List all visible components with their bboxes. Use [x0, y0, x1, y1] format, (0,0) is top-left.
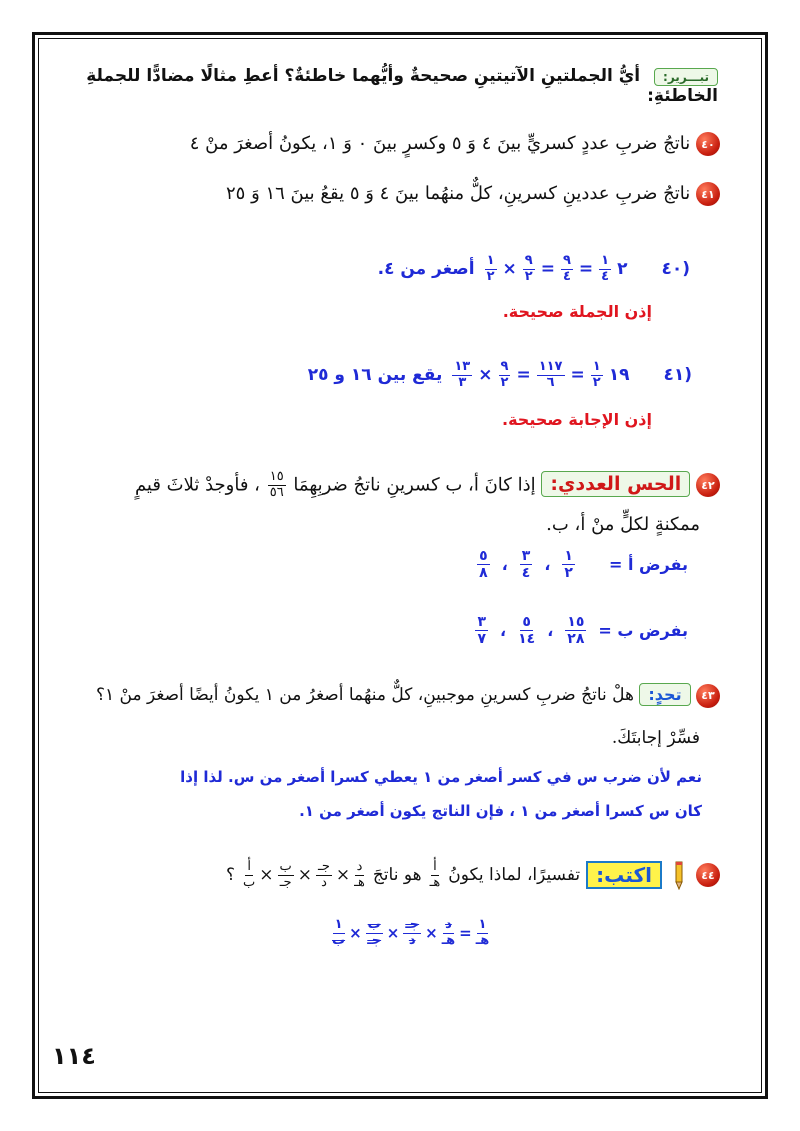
question-43: [70, 683, 720, 708]
challenge-tag: تحدٍ:: [639, 683, 690, 706]
question-42-text-b: ، فأوجدْ ثلاثَ قيمٍ: [134, 474, 260, 496]
question-40-text: ناتجُ ضربِ عددٍ كسريٍّ بينَ ٤ وَ ٥ وكسرٍ بينَ ٠ وَ ١، يكونُ أصغرَ منْ ٤: [189, 133, 691, 154]
question-41: [80, 182, 720, 206]
answer-41-label: (٤١: [663, 365, 692, 386]
question-number-icon: ٤٤: [696, 863, 720, 887]
answer-41-conclusion: يقع بين ١٦ و ٢٥: [307, 365, 443, 386]
answer-40-verdict: إذن الجملة صحيحة.: [502, 302, 652, 321]
answer-44-equation: $\frac{١}{\text{ب}}$ × $\frac{\text{ب}}{\text{جـ}}$ × $\frac{\text{جـ}}{\text{د}}$ × $\frac{\text{د}}{\text{هـ}}$ = $\frac{١}{\text{هـ}}$: [332, 917, 490, 948]
page-number: ١١٤: [52, 1042, 96, 1070]
justify-tag: تبـــرير:: [654, 68, 718, 86]
question-44-text-a: تفسيرًا، لماذا يكونُ: [448, 865, 581, 886]
question-43-text-b: فسِّرْ إجابتَكَ.: [611, 728, 700, 748]
answer-41-equation: $\frac{١٣}{٣}$ × $\frac{٩}{٢}$ = $\frac{١١٧}{٦}$ = $\frac{١}{٢}$ ١٩: [454, 359, 630, 390]
answer-43-line-1: نعم لأن ضرب س في كسر أصغر من ١ يعطي كسرا أصغر من س. لذا إذا: [180, 768, 702, 786]
answer-43-line-2: كان س كسرا أصغر من ١ ، فإن الناتج يكون أصغر من ١.: [299, 802, 702, 820]
header-question: أيُّ الجملتينِ الآتيتينِ صحيحةٌ وأيُّهما خاطئةٌ؟ أعطِ مثالًا مضادًّا للجملةِ الخاطئةِ:: [86, 66, 718, 106]
answer-40-label: (٤٠: [661, 259, 690, 280]
section-header: [78, 66, 718, 106]
question-40: [80, 132, 720, 156]
answer-42-a-label: بفرض أ =: [608, 555, 688, 575]
question-42: [80, 470, 720, 501]
question-42-text-a: إذا كانَ أ، ب كسرينِ ناتجُ ضربِهِمَا: [293, 474, 536, 496]
question-number-icon: ٤٢: [696, 473, 720, 497]
answer-40: [378, 254, 690, 285]
question-44-text-b: هو ناتجَ: [372, 865, 422, 886]
question-42-text-c: ممكنةٍ لكلٍّ منْ أ، ب.: [546, 514, 700, 535]
question-44: ٤٤ اكتب: تفسيرًا، لماذا يكونُ $\frac{\text{أ}}{\text{هـ}}$ هو ناتجَ $\frac{\text{أ}}{\text{ب}}$ × $\frac{\text{ب}}{\text{جـ}}$ × $\frac{\text{جـ}}{\text{د}}$ × $\frac{\text{د}}{\text{هـ}}$ ؟: [226, 860, 720, 891]
question-41-text: ناتجُ ضربِ عددينِ كسرينِ، كلٌّ منهُما بينَ ٤ وَ ٥ يقعُ بينَ ١٦ وَ ٢٥: [226, 183, 691, 204]
question-number-icon: ٤٣: [696, 684, 720, 708]
answer-41: [308, 360, 692, 391]
question-42-fraction: $\frac{١٥}{٥٦}$: [269, 469, 284, 500]
question-number-icon: ٤٠: [696, 132, 720, 156]
answer-40-equation: $\frac{١}{٢}$ × $\frac{٩}{٢}$ = $\frac{٩}{٤}$ = $\frac{١}{٤}$ ٢: [486, 253, 628, 284]
number-sense-tag: الحس العددي:: [541, 471, 690, 497]
pencil-icon: [668, 860, 690, 890]
answer-41-verdict: إذن الإجابة صحيحة.: [502, 410, 652, 429]
question-number-icon: ٤١: [696, 182, 720, 206]
write-tag: اكتب:: [586, 861, 662, 889]
question-43-text-a: هلْ ناتجُ ضربِ كسرينِ موجبينِ، كلٌّ منهُما أصغرُ من ١ يكونُ أيضًا أصغرَ منْ ١؟: [95, 685, 634, 705]
answer-42-b: بفرض ب = $\frac{١٥}{٢٨}$ ، $\frac{٥}{١٤}$ ، $\frac{٣}{٧}$: [477, 614, 688, 648]
answer-42-a: بفرض أ = $\frac{١}{٢}$ ، $\frac{٣}{٤}$ ، $\frac{٥}{٨}$: [479, 548, 688, 582]
question-44-expression: $\frac{\text{أ}}{\text{ب}}$ × $\frac{\text{ب}}{\text{جـ}}$ × $\frac{\text{جـ}}{\text{د}}$ × $\frac{\text{د}}{\text{هـ}}$: [243, 859, 365, 890]
answer-40-conclusion: أصغر من ٤.: [377, 259, 475, 280]
answer-42-b-label: بفرض ب =: [598, 621, 688, 641]
